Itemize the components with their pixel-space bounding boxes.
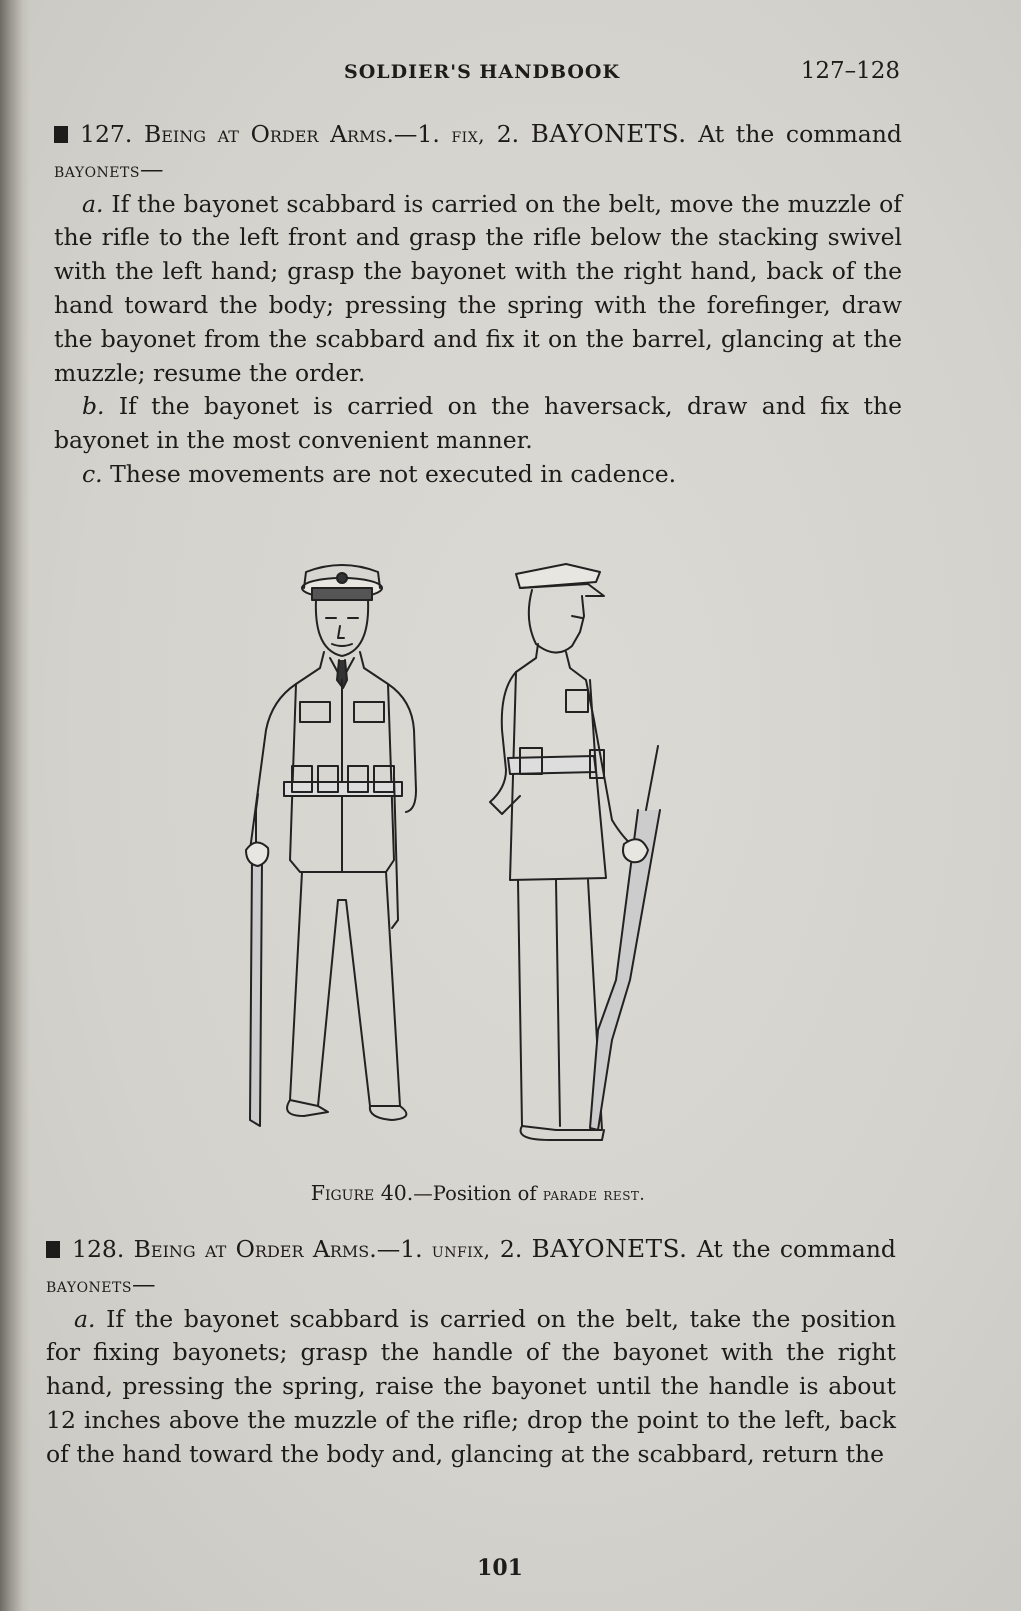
book-binding-shadow [0,0,30,1611]
intro-text: At the command [698,120,902,148]
running-title: SOLDIER'S HANDBOOK [344,61,620,83]
command-number-2: 2. [499,1235,523,1263]
paragraph-text: If the bayonet is carried on the haversack, draw and fix the bayonet in the most convenient manner. [54,392,902,455]
caption-text: Position of [432,1182,537,1205]
command-unfix: unfix, [431,1238,491,1262]
paragraph-c [54,458,902,492]
section-heading: Being at Order Arms. [143,120,394,148]
paragraph-label: b. [82,392,105,421]
figure-label: Figure 40. [310,1181,414,1205]
section-127-heading-para [54,117,902,188]
paragraph-label: a. [82,189,104,218]
intro-text: At the command [696,1235,896,1263]
command-number-2: 2. [496,120,520,148]
intro-dash: — [139,154,164,183]
page-header [54,58,900,92]
section-127 [54,117,902,492]
section-number: 128. [72,1235,125,1263]
soldier-side-view [490,564,660,1140]
caption-term: parade rest. [542,1184,646,1204]
command-bayonets: BAYONETS. [531,1234,688,1263]
section-128 [46,1232,896,1472]
intro-command: bayonets [54,157,140,182]
command-fix: fix, [451,123,486,147]
section-marker-icon [46,1241,60,1258]
section-marker-icon [54,126,68,143]
section-number: 127. [80,120,133,148]
paragraph-text: These movements are not executed in cadence. [110,459,677,488]
page-number: 101 [477,1555,523,1581]
paragraph-text: If the bayonet scabbard is carried on the belt, take the position for fixing bayonets; grasp the handle of the bayonet with the right hand, pressing the spring, raise the bayonet until the handle is about 12 inches above the muzzle of the rifle; drop the point to the left, back of the hand toward the body and, glancing at the scabbard, return the [46,1304,896,1468]
command-bayonets: BAYONETS. [530,119,687,148]
paragraph-b [54,390,902,458]
paragraph-text: If the bayonet scabbard is carried on the belt, move the muzzle of the rifle to the left front and grasp the rifle below the stacking swivel with the left hand; grasp the bayonet with the right hand, back of the hand toward the body; pressing the spring with the forefinger, draw the bayonet from the scabbard and fix it on the barrel, glancing at the muzzle; resume the order. [54,189,902,387]
command-lead: —1. [393,120,440,148]
page-range: 127–128 [800,58,900,84]
section-128-heading-para [46,1232,896,1303]
caption-dash: — [413,1182,433,1205]
command-lead: —1. [376,1235,423,1263]
paragraph-label: c. [82,459,103,488]
soldier-front-view [246,565,416,1126]
intro-command: bayonets [46,1272,132,1297]
paragraph-label: a. [74,1304,96,1333]
section-heading: Being at Order Arms. [133,1235,377,1263]
intro-dash: — [131,1269,156,1298]
paragraph-a [46,1303,896,1472]
parade-rest-illustration [220,560,720,1180]
figure-caption [54,1181,902,1205]
paragraph-a [54,188,902,391]
